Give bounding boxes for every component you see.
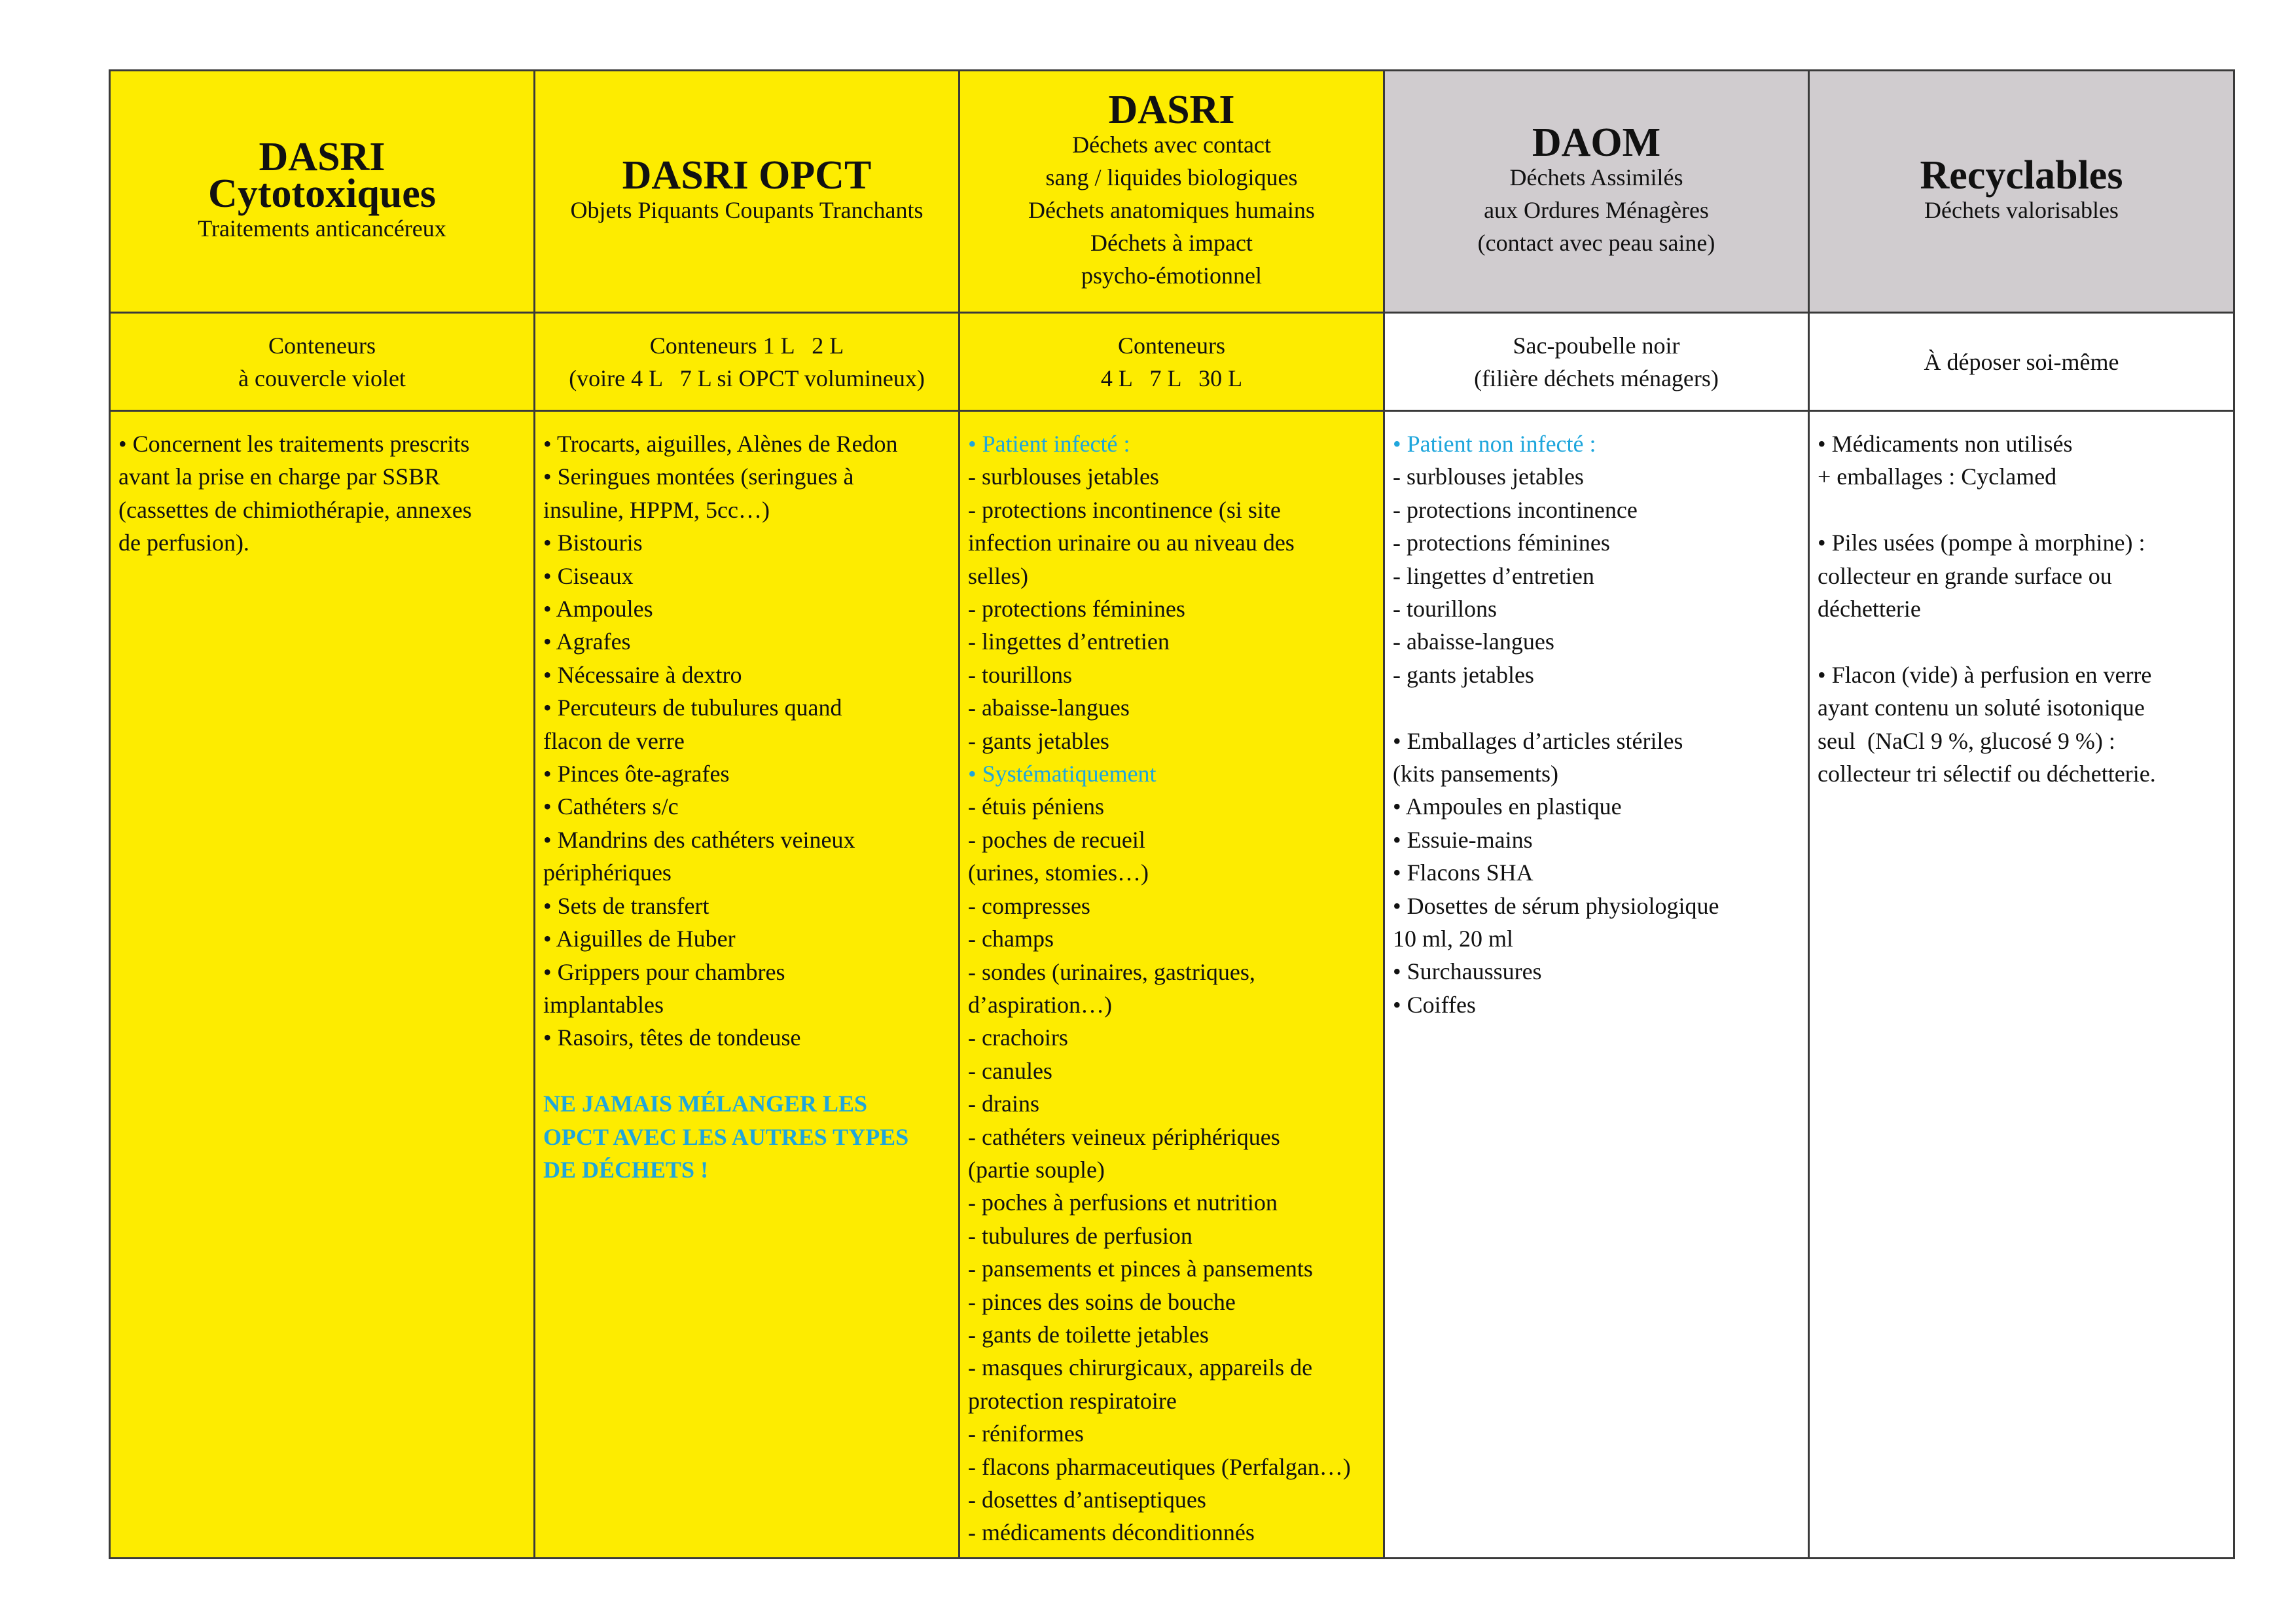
item-line: - lingettes d’entretien xyxy=(968,628,1170,655)
item-line: - champs xyxy=(968,926,1054,952)
column-title xyxy=(111,134,533,216)
container-line: (voire 4 L 7 L si OPCT volumineux) xyxy=(569,365,925,391)
item-line: - poches à perfusions et nutrition xyxy=(968,1189,1278,1216)
item-line: - gants jetables xyxy=(1393,661,1534,688)
item-line: selles) xyxy=(968,562,1028,589)
container-recyclables xyxy=(1809,313,2234,411)
item-line: • Mandrins des cathéters veineux xyxy=(543,826,855,853)
item-line: déchetterie xyxy=(1818,596,1921,623)
item-line: • Piles usées (pompe à morphine) : xyxy=(1818,530,2145,556)
subtitle-line: sang / liquides biologiques xyxy=(1045,164,1298,190)
container-opct xyxy=(535,313,960,411)
item-line: - abaisse-langues xyxy=(1393,628,1554,655)
item-line: - masques chirurgicaux, appareils de xyxy=(968,1354,1313,1381)
title-line: DASRI OPCT xyxy=(622,153,872,198)
subtitle-line: (contact avec peau saine) xyxy=(1477,229,1715,256)
item-line: • Agrafes xyxy=(543,628,631,655)
item-line: • Ampoules en plastique xyxy=(1393,793,1622,820)
item-line: seul (NaCl 9 %, glucosé 9 %) : xyxy=(1818,727,2115,754)
item-line: - abaisse-langues xyxy=(968,695,1130,721)
header-dasri xyxy=(960,71,1384,313)
item-line: - protections féminines xyxy=(968,596,1185,623)
section-heading: • Systématiquement xyxy=(968,761,1157,787)
item-line: - surblouses jetables xyxy=(968,463,1159,490)
column-title xyxy=(1810,153,2233,198)
item-line: • Nécessaire à dextro xyxy=(543,661,742,688)
item-line: - étuis péniens xyxy=(968,793,1104,820)
column-title xyxy=(535,153,958,198)
item-line: insuline, HPPM, 5cc…) xyxy=(543,496,770,523)
header-cytotoxic xyxy=(110,71,535,313)
item-line: • Surchaussures xyxy=(1393,958,1542,985)
item-line: (cassettes de chimiothérapie, annexes xyxy=(118,496,472,523)
item-line: • Cathéters s/c xyxy=(543,793,679,820)
subtitle-line: aux Ordures Ménagères xyxy=(1484,196,1709,223)
item-line: - cathéters veineux périphériques xyxy=(968,1123,1280,1150)
item-line: d’aspiration…) xyxy=(968,991,1112,1018)
item-line: collecteur en grande surface ou xyxy=(1818,562,2112,589)
item-line: périphériques xyxy=(543,859,672,886)
items-daom xyxy=(1384,411,1809,1559)
item-line: • Médicaments non utilisés xyxy=(1818,431,2073,457)
item-line: • Rasoirs, têtes de tondeuse xyxy=(543,1024,801,1051)
container-cytotoxic xyxy=(110,313,535,411)
items-dasri xyxy=(960,411,1384,1559)
item-line: • Ampoules xyxy=(543,596,653,623)
container-row xyxy=(110,313,2234,411)
item-line: infection urinaire ou au niveau des xyxy=(968,530,1295,556)
item-line: - pinces des soins de bouche xyxy=(968,1288,1236,1315)
items-opct xyxy=(535,411,960,1559)
item-line: • Flacon (vide) à perfusion en verre xyxy=(1818,661,2152,688)
item-line: • Coiffes xyxy=(1393,991,1476,1018)
section-heading: • Patient non infecté : xyxy=(1393,431,1596,457)
container-line: (filière déchets ménagers) xyxy=(1474,365,1719,391)
item-line: • Percuteurs de tubulures quand xyxy=(543,695,842,721)
item-line: • Essuie-mains xyxy=(1393,826,1533,853)
container-daom xyxy=(1384,313,1809,411)
subtitle-line: Déchets anatomiques humains xyxy=(1028,196,1315,223)
items-cytotoxic xyxy=(110,411,535,1559)
header-recyclables xyxy=(1809,71,2234,313)
item-line: - gants jetables xyxy=(968,727,1109,754)
item-line: 10 ml, 20 ml xyxy=(1393,926,1514,952)
waste-sorting-table xyxy=(109,69,2235,1559)
item-line: + emballages : Cyclamed xyxy=(1818,463,2057,490)
spacer xyxy=(543,1055,950,1087)
item-line: • Flacons SHA xyxy=(1393,859,1534,886)
item-line: - poches de recueil xyxy=(968,826,1145,853)
container-line: Conteneurs xyxy=(268,332,376,359)
container-line: Conteneurs 1 L 2 L xyxy=(649,332,844,359)
item-line: - canules xyxy=(968,1057,1052,1084)
warning-text: DE DÉCHETS ! xyxy=(543,1156,709,1183)
subtitle-line: Traitements anticancéreux xyxy=(198,215,446,242)
section-heading: • Patient infecté : xyxy=(968,431,1130,457)
item-line: - dosettes d’antiseptiques xyxy=(968,1487,1206,1513)
item-line: avant la prise en charge par SSBR xyxy=(118,463,440,490)
subtitle-line: Objets Piquants Coupants Tranchants xyxy=(570,196,924,223)
item-line: - protections incontinence xyxy=(1393,496,1638,523)
container-dasri xyxy=(960,313,1384,411)
item-line: - crachoirs xyxy=(968,1024,1068,1051)
item-line: flacon de verre xyxy=(543,727,685,754)
item-line: - pansements et pinces à pansements xyxy=(968,1255,1313,1282)
item-line: - surblouses jetables xyxy=(1393,463,1584,490)
warning-text: OPCT AVEC LES AUTRES TYPES xyxy=(543,1123,909,1150)
item-line: - protections féminines xyxy=(1393,530,1610,556)
spacer xyxy=(1393,691,1800,724)
item-line: • Sets de transfert xyxy=(543,892,709,919)
title-line: DAOM xyxy=(1532,120,1661,165)
header-daom xyxy=(1384,71,1809,313)
title-line: DASRI xyxy=(259,134,386,179)
subtitle-line: Déchets avec contact xyxy=(1072,131,1271,158)
item-line: - protections incontinence (si site xyxy=(968,496,1281,523)
item-line: • Ciseaux xyxy=(543,562,634,589)
item-line: - gants de toilette jetables xyxy=(968,1321,1209,1348)
container-line: Sac-poubelle noir xyxy=(1513,332,1680,359)
item-line: • Pinces ôte-agrafes xyxy=(543,761,730,787)
item-line: de perfusion). xyxy=(118,530,249,556)
item-line: - flacons pharmaceutiques (Perfalgan…) xyxy=(968,1453,1351,1480)
header-row xyxy=(110,71,2234,313)
container-line: à couvercle violet xyxy=(238,365,406,391)
spacer xyxy=(1818,494,2225,526)
item-line: - lingettes d’entretien xyxy=(1393,562,1594,589)
subtitle-line: Déchets valorisables xyxy=(1924,196,2119,223)
column-title xyxy=(960,87,1383,132)
item-line: • Dosettes de sérum physiologique xyxy=(1393,892,1719,919)
item-line: - réniformes xyxy=(968,1420,1084,1447)
item-line: - drains xyxy=(968,1091,1039,1117)
container-line: À déposer soi-même xyxy=(1924,348,2119,375)
item-line: protection respiratoire xyxy=(968,1387,1177,1414)
item-line: • Grippers pour chambres xyxy=(543,958,785,985)
item-line: ayant contenu un soluté isotonique xyxy=(1818,695,2145,721)
item-line: • Trocarts, aiguilles, Alènes de Redon xyxy=(543,431,898,457)
header-opct xyxy=(535,71,960,313)
container-line: 4 L 7 L 30 L xyxy=(1100,365,1243,391)
spacer xyxy=(1818,625,2225,658)
subtitle-line: Déchets Assimilés xyxy=(1509,164,1683,190)
items-recyclables xyxy=(1809,411,2234,1559)
title-line: Cytotoxiques xyxy=(208,171,436,216)
items-row xyxy=(110,411,2234,1559)
subtitle-line: Déchets à impact xyxy=(1090,229,1253,256)
item-line: • Emballages d’articles stériles xyxy=(1393,727,1683,754)
item-line: - tourillons xyxy=(968,661,1072,688)
item-line: collecteur tri sélectif ou déchetterie. xyxy=(1818,761,2156,787)
title-line: DASRI xyxy=(1108,87,1235,132)
item-line: (partie souple) xyxy=(968,1156,1105,1183)
item-line: - sondes (urinaires, gastriques, xyxy=(968,958,1255,985)
item-line: (kits pansements) xyxy=(1393,761,1558,787)
container-line: Conteneurs xyxy=(1118,332,1225,359)
item-line: • Seringues montées (seringues à xyxy=(543,463,854,490)
subtitle-line: psycho-émotionnel xyxy=(1081,262,1262,289)
item-line: • Concernent les traitements prescrits xyxy=(118,431,470,457)
item-line: - compresses xyxy=(968,892,1090,919)
item-line: • Bistouris xyxy=(543,530,643,556)
warning-text: NE JAMAIS MÉLANGER LES xyxy=(543,1091,868,1117)
title-line: Recyclables xyxy=(1920,153,2123,198)
item-line: (urines, stomies…) xyxy=(968,859,1149,886)
item-line: - tubulures de perfusion xyxy=(968,1222,1193,1249)
item-line: - médicaments déconditionnés xyxy=(968,1519,1255,1546)
item-line: • Aiguilles de Huber xyxy=(543,926,736,952)
item-line: implantables xyxy=(543,991,664,1018)
column-title xyxy=(1385,120,1808,165)
item-line: - tourillons xyxy=(1393,596,1497,623)
